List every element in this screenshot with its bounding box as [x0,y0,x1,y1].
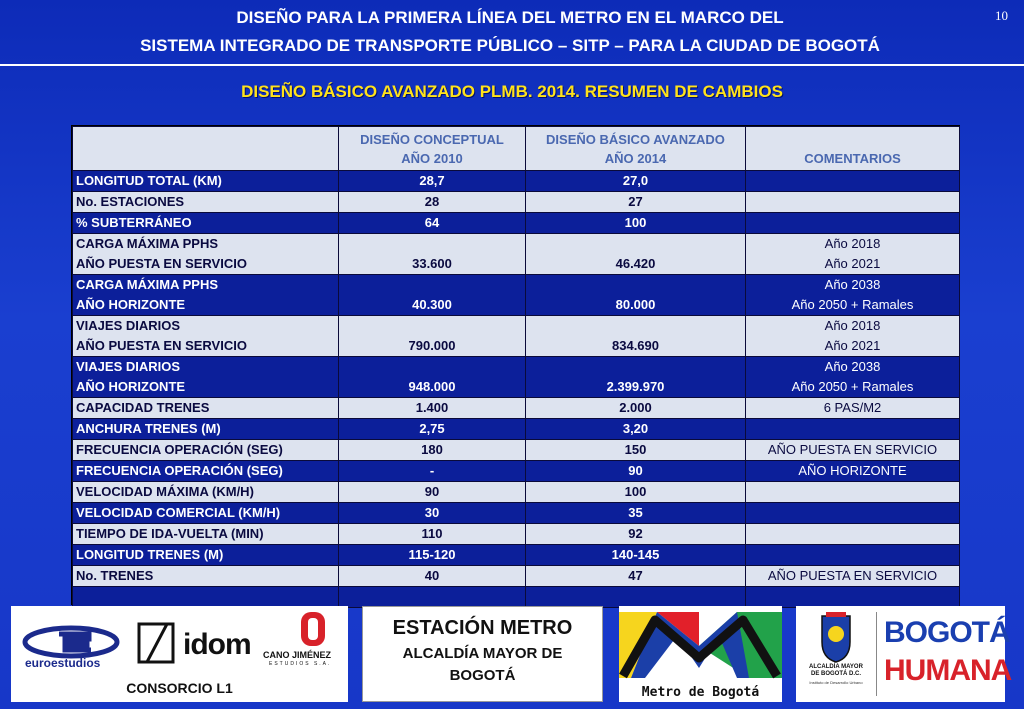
value-2014: 35 [526,503,746,524]
header-cell-empty [73,127,339,171]
value-2014: 27,0 [526,171,746,192]
value-2014: 100 [526,482,746,503]
row-label-line2: AÑO HORIZONTE [76,379,186,394]
comment-cell [746,171,960,192]
bogota-humana-line-1: BOGOTÁ [884,616,1010,649]
value-2014: 100 [526,213,746,234]
estacion-line-2: ALCALDÍA MAYOR DE [402,645,563,662]
row-label [73,316,339,357]
table-row [73,545,960,566]
value-2010: 180 [339,440,526,461]
metro-bogota-logo-icon [619,606,782,684]
row-label: No. TRENES [73,566,339,587]
row-label-line2: AÑO HORIZONTE [76,297,186,312]
table-header-row [73,127,960,171]
alcaldia-line-1: ALCALDÍA MAYOR [809,664,863,670]
value-2010: - [339,461,526,482]
euroestudios-logo-text: euroestudios [25,656,101,670]
row-label: LONGITUD TOTAL (KM) [73,171,339,192]
row-label: VELOCIDAD COMERCIAL (KM/H) [73,503,339,524]
header-divider [0,64,1024,66]
empty-cell [526,587,746,608]
comment-line1: Año 2038 [824,359,881,374]
comment-cell [746,503,960,524]
value-2010: 110 [339,524,526,545]
value-2014: 90 [526,461,746,482]
value-2014: 92 [526,524,746,545]
row-label: No. ESTACIONES [73,192,339,213]
header-cell-2010 [339,127,526,171]
comment-line1: Año 2038 [824,277,881,292]
comment-cell [746,213,960,234]
row-label [73,275,339,316]
cano-jimenez-subtext: ESTUDIOS S.A. [269,661,332,667]
comment-cell: AÑO PUESTA EN SERVICIO [746,440,960,461]
comment-line2: Año 2050 + Ramales [791,297,914,312]
consorcio-logo-panel [11,606,348,702]
table-row [73,419,960,440]
comment-line2: Año 2021 [824,256,881,271]
row-label: % SUBTERRÁNEO [73,213,339,234]
table-row [73,566,960,587]
value-2014: 47 [526,566,746,587]
logo-divider [876,612,877,696]
value-2010: 2,75 [339,419,526,440]
table-row [73,524,960,545]
header-cell-2014 [526,127,746,171]
slide-subtitle: DISEÑO BÁSICO AVANZADO PLMB. 2014. RESUMEN DE CAMBIOS [241,82,783,101]
empty-cell [746,587,960,608]
value-2010: 90 [339,482,526,503]
idom-logo-text: idom [183,628,251,661]
table-row [73,461,960,482]
value-2014: 150 [526,440,746,461]
comment-cell [746,234,960,275]
comment-line1: Año 2018 [824,318,881,333]
comment-line2: Año 2050 + Ramales [791,379,914,394]
table-row [73,316,960,357]
estacion-line-1: ESTACIÓN METRO [392,617,573,639]
empty-cell [73,587,339,608]
comment-cell [746,524,960,545]
table-row [73,234,960,275]
value-2010: 28,7 [339,171,526,192]
header-2014-line1: DISEÑO BÁSICO AVANZADO [546,131,725,147]
value-2010: 28 [339,192,526,213]
comment-cell [746,316,960,357]
table-row [73,171,960,192]
row-label: TIEMPO DE IDA-VUELTA (MIN) [73,524,339,545]
table-row [73,213,960,234]
slide-title-line-1: DISEÑO PARA LA PRIMERA LÍNEA DEL METRO EN EL MARCO DEL [236,8,784,27]
table-row [73,357,960,398]
table-row [73,440,960,461]
header-2010-line1: DISEÑO CONCEPTUAL [360,131,504,147]
table-row-empty [73,587,960,608]
comment-cell [746,192,960,213]
estacion-metro-panel [362,606,603,702]
row-label: ANCHURA TRENES (M) [73,419,339,440]
bogota-humana-line-2: HUMANA [884,654,1012,687]
comment-cell: 6 PAS/M2 [746,398,960,419]
comment-cell [746,275,960,316]
comment-cell: AÑO PUESTA EN SERVICIO [746,566,960,587]
value-2014: 46.420 [526,234,746,275]
comment-cell [746,419,960,440]
consorcio-label: CONSORCIO L1 [126,680,233,696]
value-2014: 140-145 [526,545,746,566]
row-label-line1: VIAJES DIARIOS [76,318,181,333]
row-label-line1: CARGA MÁXIMA PPHS [76,277,219,292]
value-2010: 948.000 [339,357,526,398]
row-label [73,234,339,275]
row-label: FRECUENCIA OPERACIÓN (SEG) [73,461,339,482]
alcaldia-line-2: DE BOGOTÁ D.C. [810,671,861,677]
comment-cell [746,357,960,398]
table-row [73,398,960,419]
row-label-line2: AÑO PUESTA EN SERVICIO [76,338,247,353]
value-2010: 40.300 [339,275,526,316]
slide-title-line-2: SISTEMA INTEGRADO DE TRANSPORTE PÚBLICO – SITP – PARA LA CIUDAD DE BOGOTÁ [140,36,880,55]
empty-cell [339,587,526,608]
alcaldia-subtext: Instituto de Desarrollo Urbano [809,680,863,685]
header-cell-comments: COMENTARIOS [746,127,960,171]
value-2014: 2.000 [526,398,746,419]
metro-bogota-label: Metro de Bogotá [641,685,760,700]
row-label: CAPACIDAD TRENES [73,398,339,419]
value-2014: 3,20 [526,419,746,440]
value-2010: 790.000 [339,316,526,357]
cano-jimenez-logo-text: CANO JIMÉNEZ [263,650,332,660]
value-2010: 30 [339,503,526,524]
row-label: FRECUENCIA OPERACIÓN (SEG) [73,440,339,461]
table-row [73,503,960,524]
value-2014: 834.690 [526,316,746,357]
footer-logos [0,606,1024,709]
row-label: VELOCIDAD MÁXIMA (KM/H) [73,482,339,503]
value-2010: 115-120 [339,545,526,566]
value-2010: 40 [339,566,526,587]
value-2010: 64 [339,213,526,234]
row-label: LONGITUD TRENES (M) [73,545,339,566]
alcaldia-label [796,664,876,678]
comment-cell [746,482,960,503]
value-2010: 33.600 [339,234,526,275]
estacion-line-3: BOGOTÁ [449,667,516,684]
row-label [73,357,339,398]
value-2014: 80.000 [526,275,746,316]
alcaldia-bogota-humana-panel [796,606,1012,702]
comment-cell [746,545,960,566]
metro-bogota-logo-panel [619,606,782,702]
bogota-coat-of-arms-icon [796,610,876,666]
slide-header [0,0,1024,66]
page-number: 10 [995,8,1008,23]
table-row [73,192,960,213]
table-row [73,275,960,316]
value-2014: 27 [526,192,746,213]
row-label-line1: CARGA MÁXIMA PPHS [76,236,219,251]
header-2014-line2: AÑO 2014 [604,150,667,166]
row-label-line2: AÑO PUESTA EN SERVICIO [76,256,247,271]
table-row [73,482,960,503]
comment-line1: Año 2018 [824,236,881,251]
changes-table [71,125,960,605]
comment-line2: Año 2021 [824,338,881,353]
value-2010: 1.400 [339,398,526,419]
comment-cell: AÑO HORIZONTE [746,461,960,482]
header-2010-line2: AÑO 2010 [401,150,463,166]
row-label-line1: VIAJES DIARIOS [76,359,181,374]
value-2014: 2.399.970 [526,357,746,398]
